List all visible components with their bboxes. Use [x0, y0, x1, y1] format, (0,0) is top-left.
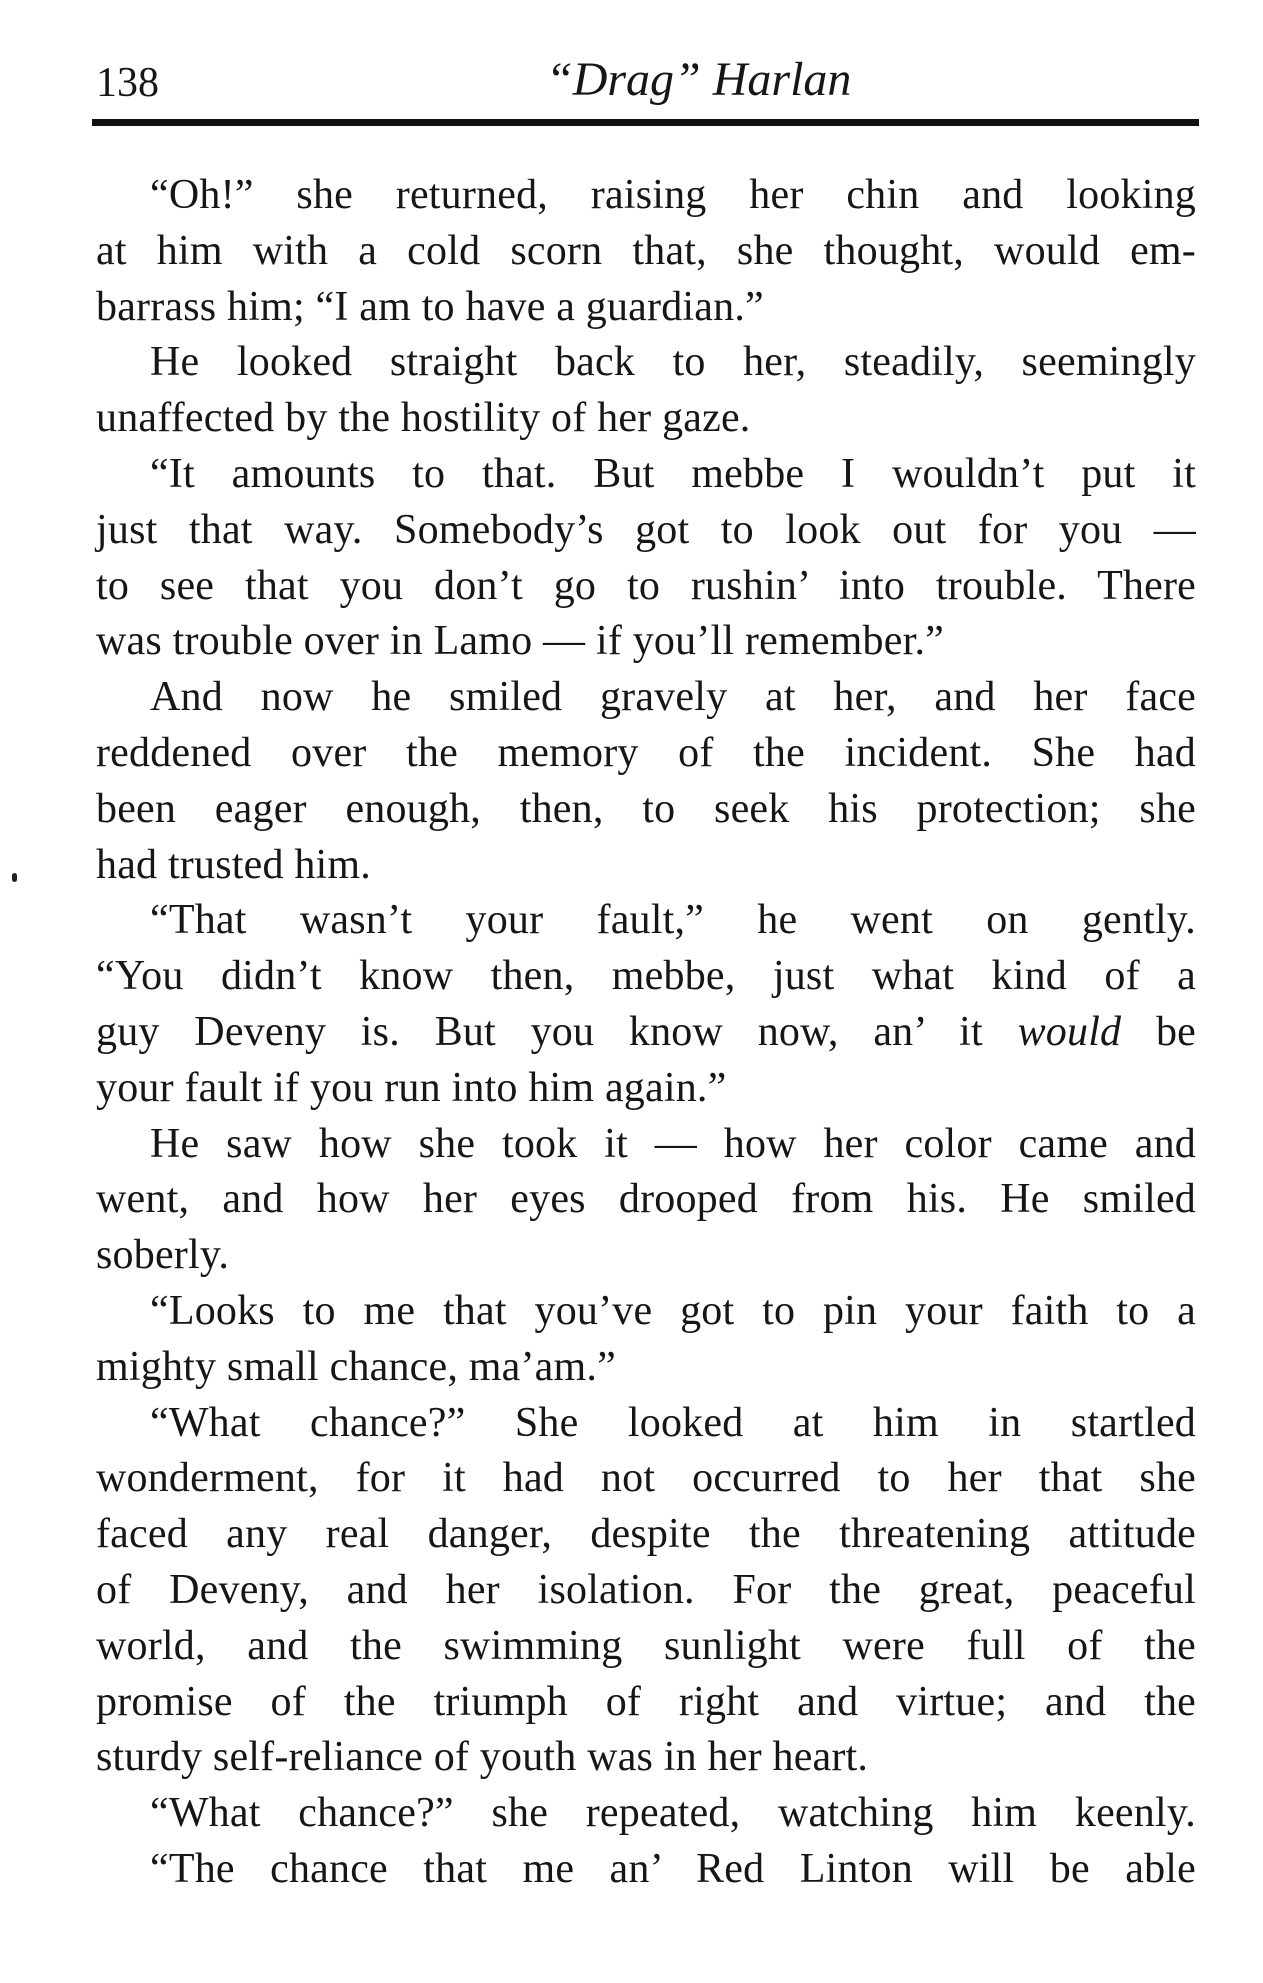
body-text	[96, 168, 1196, 1898]
text-line: at him with a cold scorn that, she thought, would em-	[96, 227, 1196, 274]
text-line: reddened over the memory of the incident. She had	[96, 729, 1196, 776]
page-header	[96, 52, 1196, 114]
text-line: mighty small chance, ma’am.”	[96, 1343, 616, 1390]
text-line: wonderment, for it had not occurred to her that she	[96, 1455, 1196, 1502]
text-line: He looked straight back to her, steadily, seemingly	[150, 339, 1196, 386]
text-line: “Looks to me that you’ve got to pin your faith to a	[150, 1287, 1196, 1334]
text-line: just that way. Somebody’s got to look out for you —	[96, 506, 1196, 553]
page-number: 138	[96, 60, 159, 106]
text-line: “That wasn’t your fault,” he went on gently.	[150, 897, 1196, 944]
running-title: “Drag” Harlan	[546, 53, 852, 106]
text-line: had trusted him.	[96, 841, 371, 888]
text-line-part: guy Deveny is. But you know now, an’ it	[96, 1008, 1018, 1055]
text-line: “What chance?” She looked at him in startled	[150, 1399, 1196, 1446]
text-line: “Oh!” she returned, raising her chin and looking	[150, 172, 1196, 218]
text-line: of Deveny, and her isolation. For the great, peaceful	[96, 1566, 1196, 1613]
text-line: “It amounts to that. But mebbe I wouldn’t put it	[150, 450, 1196, 497]
text-line: He saw how she took it — how her color came and	[150, 1120, 1196, 1167]
text-line: world, and the swimming sunlight were full of the	[96, 1622, 1196, 1669]
text-line: was trouble over in Lamo — if you’ll remember.”	[96, 618, 944, 665]
emphasized-word: would	[1017, 1008, 1122, 1055]
text-line: And now he smiled gravely at her, and her face	[150, 674, 1196, 721]
text-line: barrass him; “I am to have a guardian.”	[96, 283, 764, 330]
text-line: promise of the triumph of right and virtue; and the	[96, 1678, 1196, 1725]
text-line: been eager enough, then, to seek his protection; she	[96, 785, 1196, 832]
text-line: sturdy self-reliance of youth was in her heart.	[96, 1734, 869, 1781]
margin-speck	[12, 873, 17, 882]
header-rule	[92, 119, 1199, 126]
text-line: went, and how her eyes drooped from his. He smiled	[96, 1176, 1196, 1223]
text-line: “You didn’t know then, mebbe, just what kind of a	[96, 953, 1196, 1000]
text-line-part: be	[1121, 1008, 1197, 1055]
text-line: “What chance?” she repeated, watching him keenly.	[150, 1790, 1196, 1837]
text-line: unaffected by the hostility of her gaze.	[96, 395, 751, 442]
text-line: “The chance that me an’ Red Linton will be able	[150, 1845, 1196, 1892]
text-line: to see that you don’t go to rushin’ into trouble. There	[96, 562, 1196, 609]
text-line	[96, 1005, 1196, 1061]
text-line: soberly.	[96, 1232, 230, 1279]
text-line: faced any real danger, despite the threatening attitude	[96, 1511, 1196, 1558]
text-line: your fault if you run into him again.”	[96, 1064, 727, 1111]
